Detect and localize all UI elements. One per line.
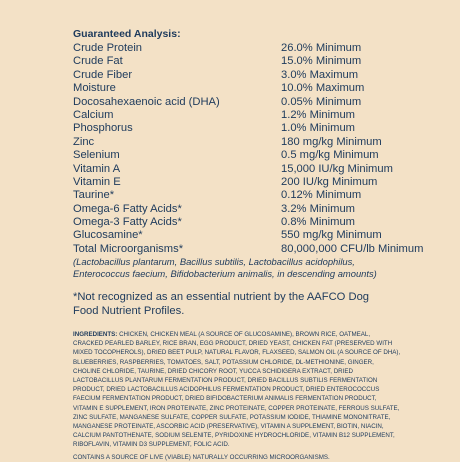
analysis-nutrient-label: Calcium: [73, 108, 114, 121]
analysis-nutrient-label: Zinc: [73, 135, 95, 148]
analysis-row: [73, 55, 398, 68]
analysis-nutrient-label: Crude Protein: [73, 42, 143, 54]
analysis-nutrient-value: 3.0% Maximum: [281, 68, 359, 81]
analysis-row: [73, 136, 398, 149]
analysis-row: [73, 42, 398, 55]
guaranteed-analysis-heading: Guaranteed Analysis:: [73, 28, 181, 40]
analysis-nutrient-value: 0.5 mg/kg Minimum: [281, 149, 379, 162]
aafco-footnote: *Not recognized as an essential nutrient by the AAFCO Dog Food Nutrient Profiles.: [73, 291, 370, 318]
analysis-nutrient-value: 1.0% Minimum: [281, 122, 355, 135]
analysis-nutrient-label: Crude Fiber: [73, 68, 133, 81]
guaranteed-analysis-panel: [73, 28, 424, 318]
analysis-nutrient-value: 0.8% Minimum: [281, 216, 355, 229]
analysis-nutrient-label: Omega-3 Fatty Acids*: [73, 216, 182, 229]
analysis-nutrient-label: Moisture: [73, 82, 116, 95]
analysis-nutrient-label: Docosahexaenoic acid (DHA): [73, 95, 220, 108]
analysis-nutrient-value: 26.0% Minimum: [281, 42, 362, 54]
analysis-nutrient-value: 0.05% Minimum: [281, 95, 362, 108]
ingredients-paragraph: [73, 330, 401, 450]
analysis-nutrient-value: 80,000,000 CFU/lb Minimum: [281, 242, 424, 255]
analysis-nutrient-value: 180 mg/kg Minimum: [281, 135, 382, 148]
analysis-row: [73, 163, 398, 176]
analysis-nutrient-value: 15.0% Minimum: [281, 55, 362, 68]
analysis-nutrient-value: 10.0% Maximum: [281, 82, 365, 95]
analysis-nutrient-value: 550 mg/kg Minimum: [281, 229, 382, 242]
analysis-nutrient-value: 200 IU/kg Minimum: [281, 175, 378, 188]
analysis-nutrient-label: Vitamin A: [73, 162, 121, 175]
analysis-row: [73, 229, 398, 242]
analysis-nutrient-label: Vitamin E: [73, 175, 121, 188]
analysis-nutrient-label: Selenium: [73, 149, 120, 162]
analysis-row: [73, 109, 398, 122]
analysis-row: [73, 242, 424, 256]
analysis-nutrient-value: 15,000 IU/kg Minimum: [281, 162, 393, 175]
microorganisms-note: (Lactobacillus plantarum, Bacillus subtilis, Lactobacillus acidophilus, Enterococcus faecium, Bifidobacterium animalis, in descending amounts): [73, 256, 377, 279]
analysis-row: [73, 82, 398, 95]
ingredients-label: INGREDIENTS:: [73, 331, 118, 338]
analysis-row: [73, 149, 398, 162]
analysis-nutrient-value: 3.2% Minimum: [281, 202, 355, 215]
analysis-nutrient-label: Glucosamine*: [73, 229, 143, 242]
analysis-row: [73, 203, 398, 216]
analysis-nutrient-label: Taurine*: [73, 189, 115, 202]
analysis-nutrient-value: 0.12% Minimum: [281, 189, 362, 202]
analysis-nutrient-label: Total Microorganisms*: [73, 242, 184, 255]
analysis-row: [73, 96, 398, 109]
analysis-nutrient-label: Omega-6 Fatty Acids*: [73, 202, 182, 215]
analysis-row: [73, 189, 398, 202]
analysis-nutrient-value: 1.2% Minimum: [281, 108, 355, 121]
analysis-row: [73, 122, 398, 135]
contains-statement: CONTAINS A SOURCE OF LIVE (VIABLE) NATURALLY OCCURRING MICROORGANISMS.: [73, 453, 330, 461]
analysis-row: [73, 216, 398, 229]
ingredients-section: [73, 330, 401, 462]
ingredients-list: CHICKEN, CHICKEN MEAL (A SOURCE OF GLUCOSAMINE), BROWN RICE, OATMEAL, CRACKED PEARLED BARLEY, RICE BRAN, EGG PRODUCT, DRIED YEAST, CHICKEN FAT (PRESERVED WITH MIXED TOCOPHEROLS), DRIED BEET PULP, NATURAL FLAVOR, FLAXSEED, SALMON OIL (A SOURCE OF DHA), BLUEBERRIES, RASPBERRIES, TOMATOES, SALT, POTASSIUM CHLORIDE, DL-METHIONINE, GINGER, CHOLINE CHLORIDE, TAURINE, DRIED CHICORY ROOT, YUCCA SCHIDIGERA EXTRACT, DRIED LACTOBACILLUS PLANTARUM FERMENTATION PRODUCT, DRIED BACILLUS SUBTILIS FERMENTATION PRODUCT, DRIED LACTOBACILLUS ACIDOPHILUS FERMENTATION PRODUCT, DRIED ENTEROCOCCUS FAECIUM FERMENTATION PRODUCT, DRIED BIFIDOBACTERIUM ANIMALIS FERMENTATION PRODUCT, VITAMIN E SUPPLEMENT, IRON PROTEINATE, ZINC PROTEINATE, COPPER PROTEINATE, FERROUS SULFATE, ZINC SULFATE, MANGANESE SULFATE, COPPER SULFATE, POTASSIUM IODIDE, THIAMINE MONONITRATE, MANGANESE PROTEINATE, ASCORBIC ACID (PRESERVATIVE), VITAMIN A SUPPLEMENT, BIOTIN, NIACIN, CALCIUM PANTOTHENATE, SODIUM SELENITE, PYRIDOXINE HYDROCHLORIDE, VITAMIN B12 SUPPLEMENT, RIBOFLAVIN, VITAMIN D3 SUPPLEMENT, FOLIC ACID.: [73, 331, 401, 449]
analysis-nutrient-label: Phosphorus: [73, 122, 133, 135]
analysis-row: [73, 176, 398, 189]
analysis-row: [73, 69, 398, 82]
guaranteed-analysis-table: [73, 42, 424, 256]
analysis-nutrient-label: Crude Fat: [73, 55, 123, 68]
